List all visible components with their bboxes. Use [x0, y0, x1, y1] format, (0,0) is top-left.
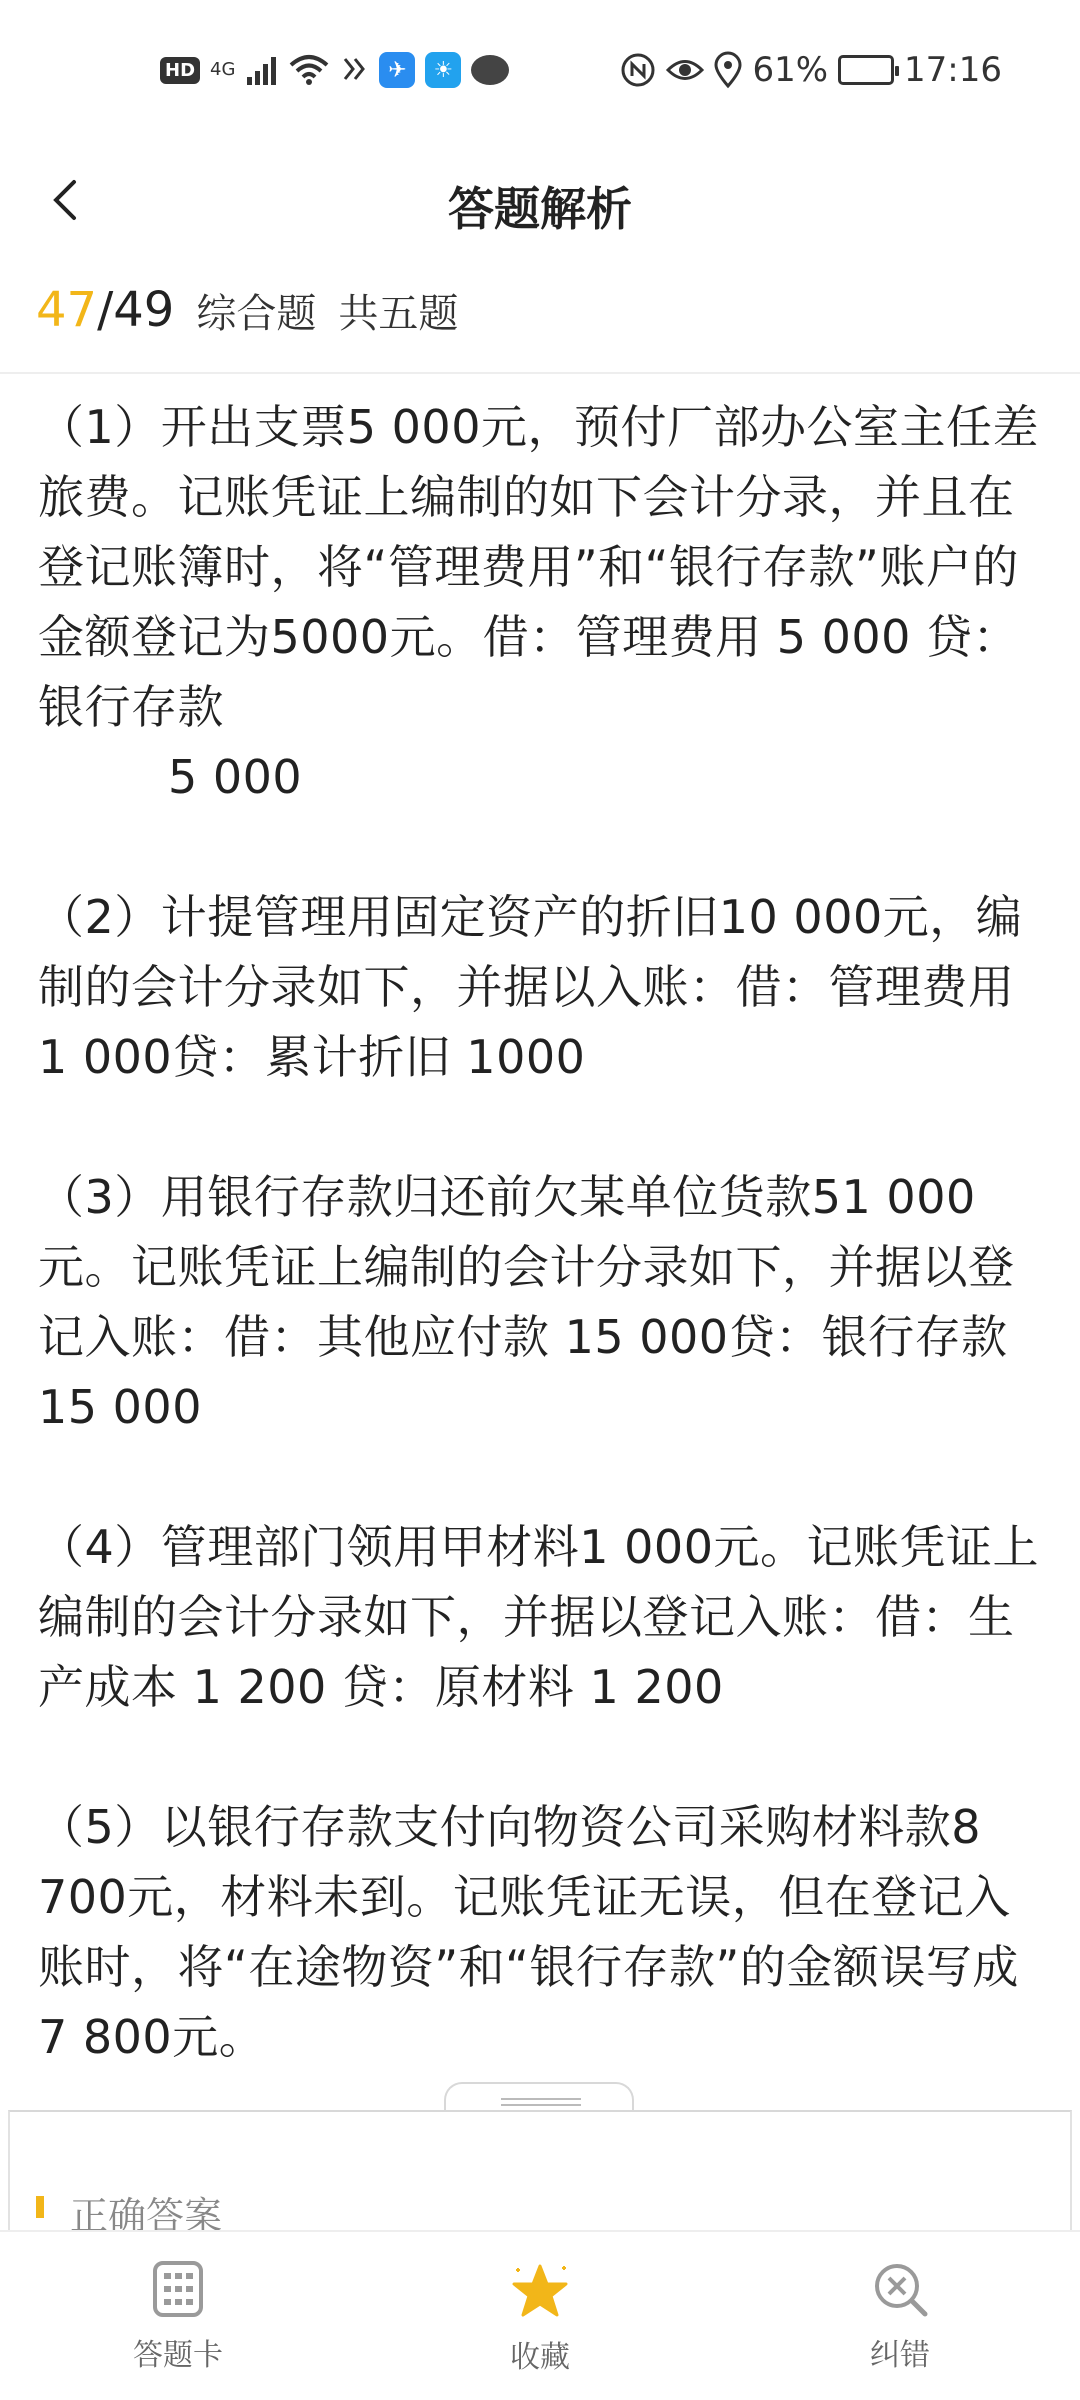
bottom-tab-bar — [0, 2230, 1080, 2400]
sub-question-4: （4）管理部门领用甲材料1 000元。记账凭证上编制的会计分录如下，并据以登记入账：借：生产成本 1 200 贷：原材料 1 200 — [38, 1520, 1039, 1714]
signal-icon — [245, 53, 279, 87]
hd-icon: HD — [160, 57, 200, 84]
tab-favorite-label: 收藏 — [510, 2340, 570, 2375]
sub-question-1-amount: 5 000 — [168, 750, 303, 804]
page-title: 答题解析 — [448, 182, 632, 236]
wifi-icon — [289, 53, 329, 87]
question-progress — [36, 275, 458, 345]
network-type: 4G — [210, 59, 236, 80]
battery-icon — [838, 55, 894, 85]
status-right-icons — [620, 45, 1002, 95]
sub-question-count: 共五题 — [338, 290, 459, 337]
sub-question-3: （3）用银行存款归还前欠某单位货款51 000元。记账凭证上编制的会计分录如下，并据以登记入账：借：其他应付款 15 000贷：银行存款 15 000 — [38, 1170, 1015, 1434]
tab-favorite[interactable] — [440, 2260, 640, 2376]
error-search-icon — [871, 2260, 929, 2318]
current-question-number: 47 — [36, 282, 98, 338]
sub-question-1-text: （1）开出支票5 000元，预付厂部办公室主任差旅费。记账凭证上编制的如下会计分录，并且在登记账簿时，将“管理费用”和“银行存款”账户的金额登记为5000元。借：管理费用 5 000 贷：银行存款 — [38, 400, 1039, 734]
sub-question-5: （5）以银行存款支付向物资公司采购材料款8 700元，材料未到。记账凭证无误，但在登记入账时，将“在途物资”和“银行存款”的金额误写成7 800元。 — [38, 1800, 1019, 2064]
answer-card-icon — [152, 2260, 204, 2318]
sub-question-1 — [38, 392, 1048, 812]
chat-icon — [471, 55, 509, 85]
clock: 17:16 — [904, 50, 1002, 90]
battery-percent: 61% — [752, 50, 829, 90]
answer-accent-mark — [36, 2196, 44, 2218]
sub-question-2: （2）计提管理用固定资产的折旧10 000元，编制的会计分录如下，并据以入账：借：管理费用 1 000贷：累计折旧 1000 — [38, 890, 1023, 1084]
answer-panel-title — [70, 2185, 222, 2215]
tab-answer-card-label: 答题卡 — [133, 2338, 223, 2373]
tab-report-error-label: 纠错 — [870, 2338, 930, 2373]
question-type: 综合题 — [196, 290, 317, 337]
app-bulb-icon: ☀ — [425, 52, 461, 88]
eye-icon — [666, 55, 704, 85]
app-notification-icon: ✈ — [379, 52, 415, 88]
tab-answer-card[interactable] — [78, 2260, 278, 2374]
status-left-icons — [160, 45, 509, 95]
nav-header — [0, 135, 1080, 275]
question-content — [38, 392, 1048, 2142]
divider — [0, 372, 1080, 374]
tab-report-error[interactable] — [800, 2260, 1000, 2374]
total-questions: /49 — [97, 282, 175, 338]
status-bar — [0, 0, 1080, 135]
data-transfer-icon — [339, 53, 369, 87]
nfc-icon — [620, 52, 656, 88]
location-icon — [714, 52, 742, 88]
star-icon — [508, 2260, 572, 2320]
